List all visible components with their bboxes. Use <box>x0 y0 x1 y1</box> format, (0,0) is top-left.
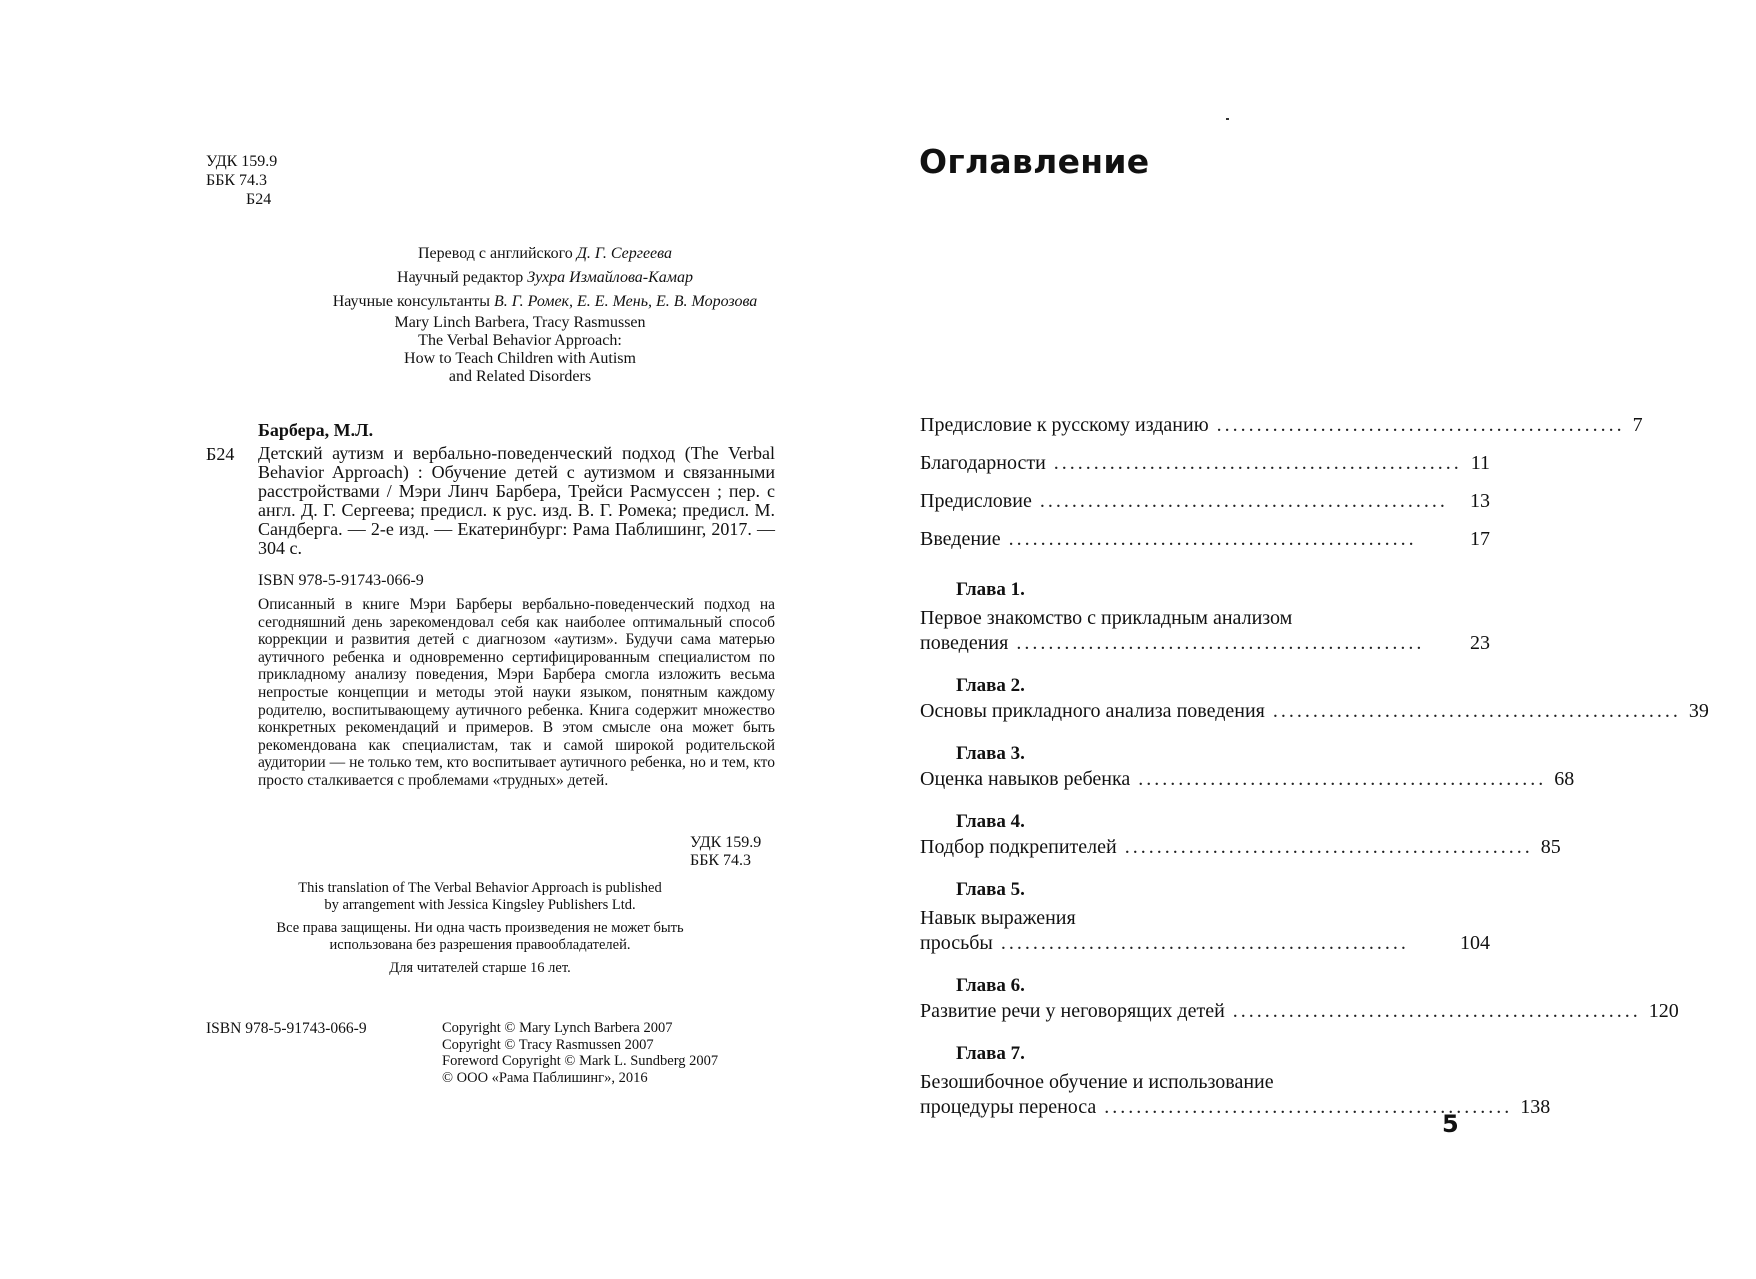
chapter-title-line: процедуры переноса <box>920 1096 1097 1118</box>
page-ref: 13 <box>1470 490 1490 512</box>
page-ref: 138 <box>1520 1096 1551 1118</box>
page-ref: 68 <box>1554 768 1575 790</box>
credit-editor: Научный редактор Зухра Измайлова-Камар <box>397 269 693 286</box>
chapter-title-line: поведения <box>920 632 1009 654</box>
author-mark: Б24 <box>246 191 272 208</box>
author-heading: Барбера, М.Л. <box>258 420 374 440</box>
scan-mark <box>1226 118 1229 120</box>
original-title: Mary Linch Barbera, Tracy Rasmussen The Verbal Behavior Approach: How to Teach Children with Autism and Related Disorders <box>394 314 646 385</box>
bbk-code: ББК 74.3 <box>206 172 268 189</box>
page-ref: 120 <box>1648 1000 1679 1022</box>
udk-code: УДК 159.9 <box>206 153 278 170</box>
chapter-title-line: Навык выражения <box>920 907 1076 929</box>
toc-chapter[interactable]: Глава 7. Безошибочное обучение и использование процедуры переноса ................................................... 138 <box>920 1040 1490 1126</box>
toc-chapter[interactable]: Глава 5. Навык выражения просьбы ................................................... 104 <box>920 876 1490 962</box>
chapter-title-line: просьбы <box>920 932 993 954</box>
toc-chapter[interactable]: Глава 1. Первое знакомство с прикладным анализом поведения ................................................... 23 <box>920 576 1490 662</box>
chapter-number: Глава 4. <box>956 811 1025 832</box>
annotation: Описанный в книге Мэри Барберы вербально-поведенческий подход на сегодняшний день зарекомендовал себя как наиболее оптимальный способ коррекции и развития детей с диагнозом «аутизм». Будучи сама матерью аутичного ребенка и одновременно сертифицированным специалистом по прикладному анализу поведения, Мэри Барбера смогла изложить весьма непростые концепции и методы этой науки языком, понятным каждому родителю, воспитывающему аутичного ребенка. Книга содержит множество конкретных рекомендаций и примеров. В этом смысле она может быть рекомендована как специалистам, так и самой широкой родительской аудитории — не только тем, кто воспитывает аутичного ребенка, но и тем, кто просто сталкивается с проблемами «трудных» детей. <box>258 596 775 789</box>
toc-title: Оглавление <box>919 142 1150 181</box>
isbn: ISBN 978-5-91743-066-9 <box>258 572 424 589</box>
rights-note: Все права защищены. Ни одна часть произведения не может быть использована без разрешения правообладателей. <box>276 920 684 953</box>
chapter-title-line: Первое знакомство с прикладным анализом <box>920 607 1293 629</box>
page-number: 5 <box>1442 1110 1459 1138</box>
catalog-code: Б24 <box>206 444 235 464</box>
bibliographic-description: Детский аутизм и вербально-поведенческий подход (The Verbal Behavior Approach) : Обучение детей с аутизмом и связанными расстройствами / Мэри Линч Барбера, Трейси Расмуссен ; пер. с англ. Д. Г. Сергеева; предисл. к рус. изд. В. Г. Ромека; предисл. М. Сандберга. — 2-е изд. — Екатеринбург: Рама Паблишинг, 2017. — 304 с. <box>258 443 775 558</box>
chapter-title-line: Оценка навыков ребенка <box>920 768 1131 790</box>
page-ref: 85 <box>1540 836 1561 858</box>
toc-chapter[interactable]: Глава 2. Основы прикладного анализа поведения ................................................... 39 <box>920 672 1490 730</box>
age-rating: Для читателей старше 16 лет. <box>389 960 571 976</box>
credit-translator: Перевод с английского Д. Г. Сергеева <box>418 245 672 262</box>
toc-chapter[interactable]: Глава 3. Оценка навыков ребенка ................................................... 68 <box>920 740 1490 798</box>
page-ref: 7 <box>1632 414 1643 436</box>
chapter-number: Глава 1. <box>956 579 1025 600</box>
chapter-title-line: Основы прикладного анализа поведения <box>920 700 1265 722</box>
isbn-bottom: ISBN 978-5-91743-066-9 <box>206 1020 367 1037</box>
chapter-number: Глава 2. <box>956 675 1025 696</box>
translation-note: This translation of The Verbal Behavior Approach is published by arrangement with Jessica Kingsley Publishers Ltd. <box>298 880 662 913</box>
page-ref: 23 <box>1470 632 1490 654</box>
chapter-number: Глава 5. <box>956 879 1025 900</box>
credit-consultants: Научные консультанты В. Г. Ромек, Е. Е. Мень, Е. В. Морозова <box>332 293 758 310</box>
chapter-number: Глава 3. <box>956 743 1025 764</box>
credits-block <box>200 242 890 314</box>
toc-chapter[interactable]: Глава 6. Развитие речи у неговорящих детей ................................................... 120 <box>920 972 1490 1030</box>
udk-footer: УДК 159.9 ББК 74.3 <box>690 834 762 869</box>
chapter-title-line: Подбор подкрепителей <box>920 836 1117 858</box>
toc-entry[interactable]: Предисловие ................................................... 13 <box>920 490 1490 512</box>
toc-entry[interactable]: Предисловие к русскому изданию ................................................... 7 <box>920 414 1643 436</box>
toc-chapter[interactable]: Глава 4. Подбор подкрепителей ................................................... 85 <box>920 808 1490 866</box>
page-ref: 104 <box>1460 932 1490 954</box>
chapter-title-line: Безошибочное обучение и использование <box>920 1071 1274 1093</box>
chapter-title-line: Развитие речи у неговорящих детей <box>920 1000 1225 1022</box>
toc-entry[interactable]: Введение ................................................... 17 <box>920 528 1490 550</box>
page-ref: 17 <box>1470 528 1490 550</box>
table-of-contents <box>920 414 1709 1126</box>
page-ref: 39 <box>1688 700 1709 722</box>
copyright-block: Copyright © Mary Lynch Barbera 2007 Copyright © Tracy Rasmussen 2007 Foreword Copyright © Mark L. Sundberg 2007 © ООО «Рама Паблишинг», 2016 <box>442 1020 719 1086</box>
udk-header <box>206 152 277 209</box>
chapter-number: Глава 7. <box>956 1043 1025 1064</box>
page-ref: 11 <box>1470 452 1490 474</box>
chapter-number: Глава 6. <box>956 975 1025 996</box>
toc-entry[interactable]: Благодарности ................................................... 11 <box>920 452 1490 474</box>
